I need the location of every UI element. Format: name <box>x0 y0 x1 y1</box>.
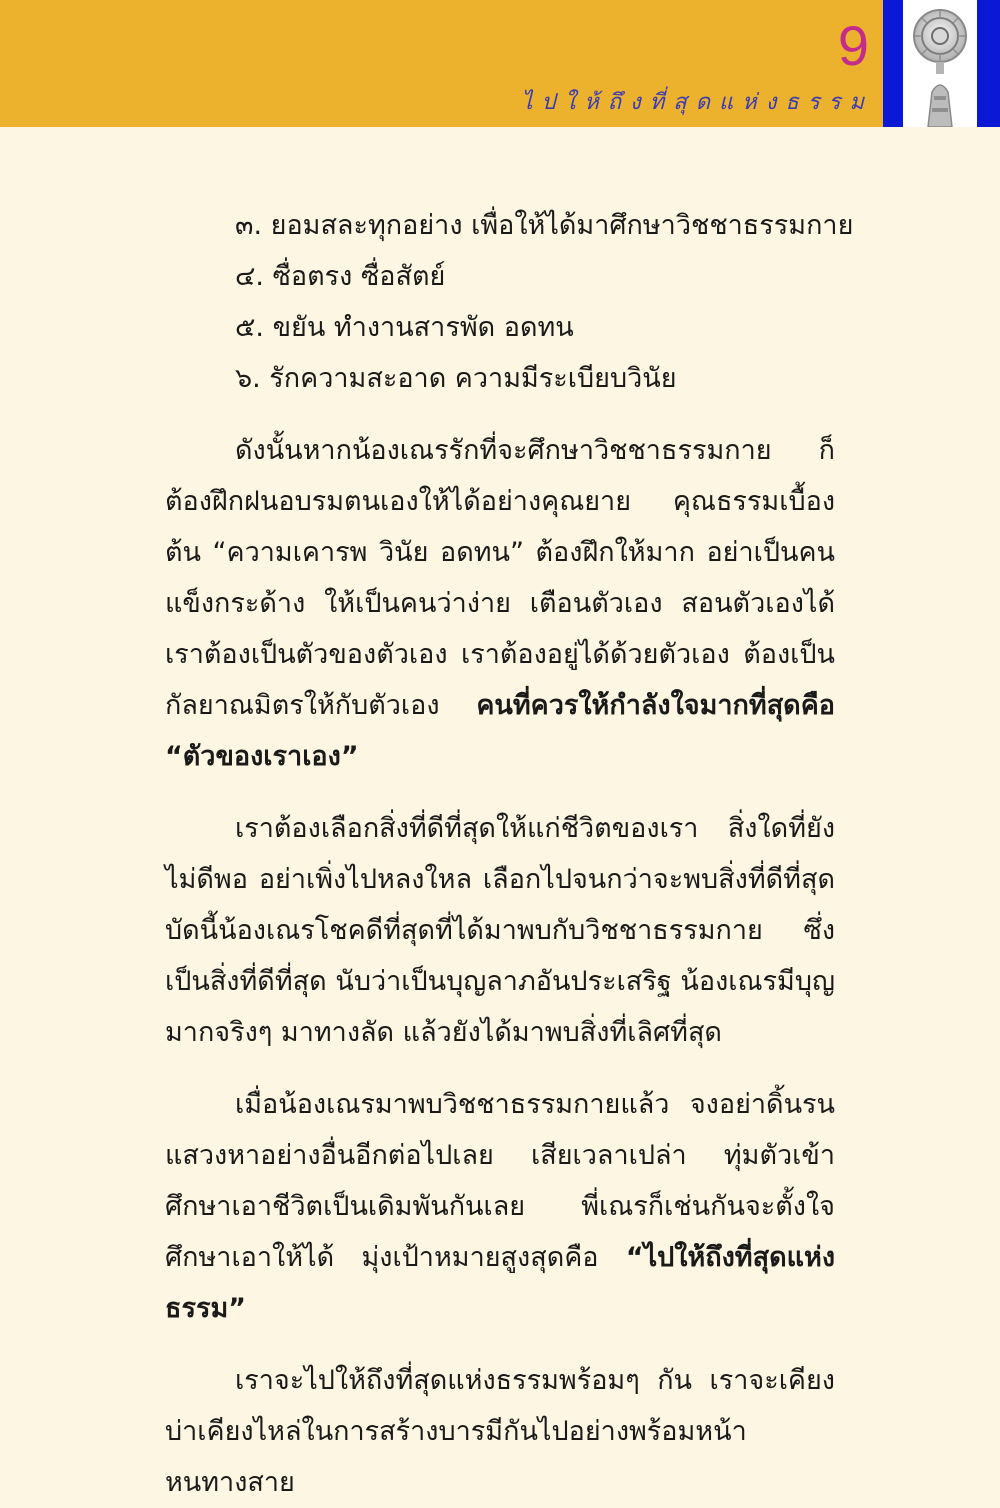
paragraph-1-text: ดังนั้นหากน้องเณรรักที่จะศึกษาวิชชาธรรมกาย ก็ต้องฝึกฝนอบรมตนเองให้ได้อย่างคุณยาย คุณธรรมเบื้องต้น “ความเคารพ วินัย อดทน” ต้องฝึกให้มาก อย่าเป็นคนแข็งกระด้าง ให้เป็นคนว่าง่าย เตือนตัวเอง สอนตัวเองได้ เราต้องเป็นตัวของตัวเอง เราต้องอยู่ได้ด้วยตัวเอง ต้องเป็นกัลยาณมิตรให้กับตัวเอง <box>165 435 835 721</box>
list-item: ๓. ยอมสละทุกอย่าง เพื่อให้ได้มาศึกษาวิชชาธรรมกาย <box>235 210 854 241</box>
page-number: 9 <box>837 14 869 77</box>
paragraph-3-emphasis: “ไปให้ถึงที่สุดแห่งธรรม” <box>165 1242 835 1324</box>
paragraph-4-text: เราจะไปให้ถึงที่สุดแห่งธรรมพร้อมๆ กัน เราจะเคียงบ่าเคียงไหล่ในการสร้างบารมีกันไปอย่างพร้อมหน้า หนทางสาย <box>165 1365 835 1498</box>
paragraph-3 <box>165 1079 835 1334</box>
paragraph-3-text: เมื่อน้องเณรมาพบวิชชาธรรมกายแล้ว จงอย่าดิ้นรนแสวงหาอย่างอื่นอีกต่อไปเลย เสียเวลาเปล่า ทุ่มตัวเข้าศึกษาเอาชีวิตเป็นเดิมพันกันเลย พี่เณรก็เช่นกันจะตั้งใจศึกษาเอาให้ได้ มุ่งเป้าหมายสูงสุดคือ <box>165 1089 835 1273</box>
blue-stripe-left <box>883 0 903 127</box>
list-item: ๖. รักความสะอาด ความมีระเบียบวินัย <box>235 363 677 394</box>
paragraph-2-text: เราต้องเลือกสิ่งที่ดีที่สุดให้แก่ชีวิตของเรา สิ่งใดที่ยังไม่ดีพอ อย่าเพิ่งไปหลงใหล เลือกไปจนกว่าจะพบสิ่งที่ดีที่สุด บัดนี้น้องเณรโชคดีที่สุดที่ได้มาพบกับวิชชาธรรมกาย ซึ่งเป็นสิ่งที่ดีที่สุด นับว่าเป็นบุญลาภอันประเสริฐ น้องเณรมีบุญมากจริงๆ มาทางลัด แล้วยังได้มาพบสิ่งที่เลิศที่สุด <box>165 813 835 1048</box>
paragraph-2 <box>165 803 835 1058</box>
blue-stripe-right <box>977 0 1000 127</box>
dhammachakra-emblem-icon <box>906 0 974 127</box>
page-body <box>165 200 854 1508</box>
paragraph-4 <box>165 1355 835 1508</box>
list-item: ๕. ขยัน ทำงานสารพัด อดทน <box>235 312 574 343</box>
header-band <box>0 0 883 127</box>
running-title: ไปให้ถึงที่สุดแห่งธรรม <box>521 89 873 114</box>
list-item: ๔. ซื่อตรง ซื่อสัตย์ <box>235 261 446 292</box>
paragraph-1 <box>165 425 835 782</box>
paragraph-1-emphasis: คนที่ควรให้กำลังใจมากที่สุดคือ “ตัวของเราเอง” <box>165 690 835 772</box>
